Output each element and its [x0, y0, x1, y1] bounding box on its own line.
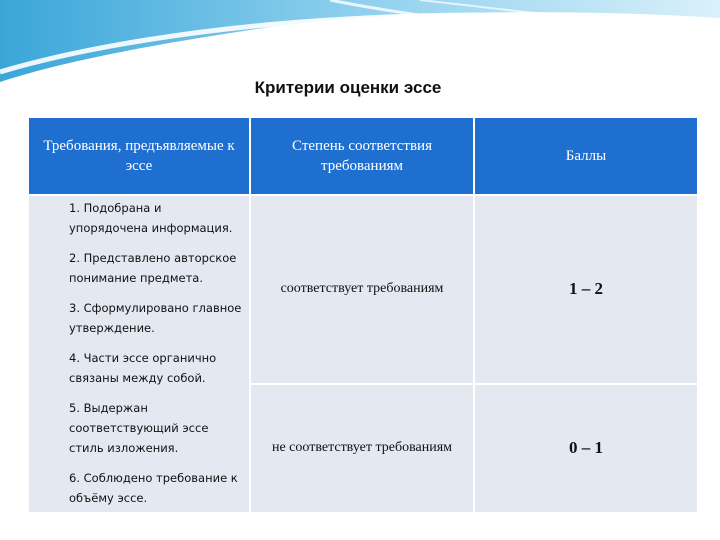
header-compliance: Степень соответствия требованиям [250, 118, 474, 195]
table-row [29, 195, 697, 384]
score-range: 0 – 1 [474, 384, 697, 512]
header-requirements: Требования, предъявляемые к эссе [29, 118, 250, 195]
header-score: Баллы [474, 118, 697, 195]
decorative-swoosh [0, 0, 720, 90]
list-item: 6. Соблюдено требование к объёму эссе. [69, 471, 238, 505]
criteria-table [29, 118, 697, 512]
requirements-list [29, 195, 250, 512]
list-item: 4. Части эссе органично связаны между собой. [69, 351, 217, 385]
list-item: 1. Подобрана и упорядочена информация. [69, 201, 233, 235]
list-item: 3. Сформулировано главное утверждение. [69, 301, 242, 335]
list-item: 2. Представлено авторское понимание предмета. [69, 251, 237, 285]
compliance-level: соответствует требованиям [250, 195, 474, 384]
score-range: 1 – 2 [474, 195, 697, 384]
list-item: 5. Выдержан соответствующий эссе стиль изложения. [69, 401, 209, 455]
table-header-row [29, 118, 697, 195]
compliance-level: не соответствует требованиям [250, 384, 474, 512]
page-title: Критерии оценки эссе [254, 78, 442, 97]
